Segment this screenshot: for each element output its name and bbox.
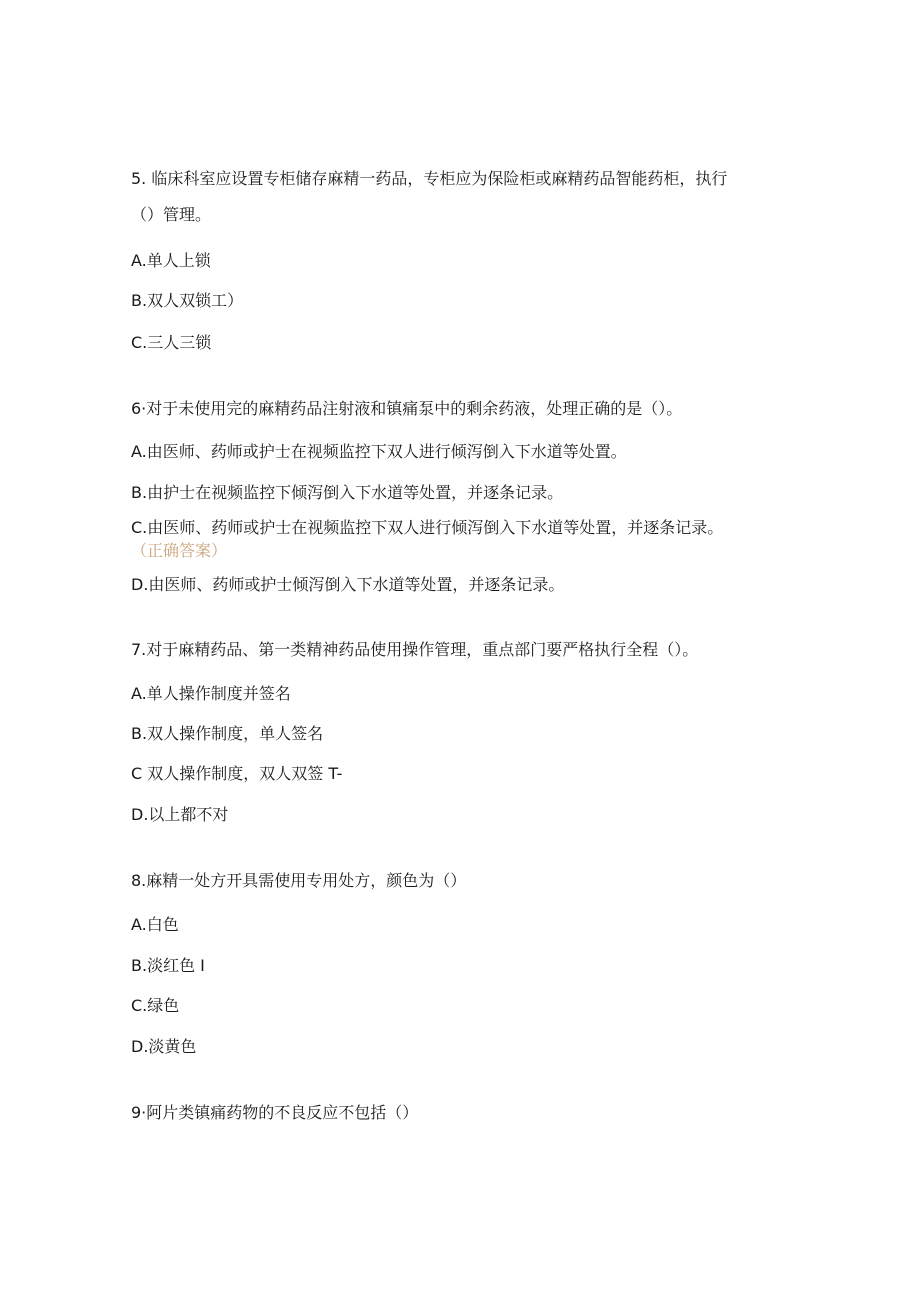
question-7-stem: 7.对于麻精药品、第一类精神药品使用操作管理，重点部门要严格执行全程（）。 (131, 640, 699, 659)
question-5-option-a: A.单人上锁 (131, 251, 211, 270)
question-7-option-b: B.双人操作制度，单人签名 (131, 724, 324, 743)
question-6-stem: 6·对于未使用完的麻精药品注射液和镇痛泵中的剩余药液，处理正确的是（）。 (131, 399, 683, 418)
question-5-stem: 5. 临床科室应设置专柜储存麻精一药品，专柜应为保险柜或麻精药品智能药柜，执行 (131, 169, 728, 188)
question-7-option-d: D.以上都不对 (131, 805, 229, 824)
question-6-option-b: B.由护士在视频监控下倾泻倒入下水道等处置，并逐条记录。 (131, 483, 564, 502)
question-8-option-a: A.白色 (131, 915, 179, 934)
question-6-option-a: A.由医师、药师或护士在视频监控下双人进行倾泻倒入下水道等处置。 (131, 442, 627, 461)
question-7-option-c: C 双人操作制度，双人双签 T- (131, 764, 343, 783)
question-5-stem-continued: （）管理。 (131, 205, 212, 224)
question-8-option-c: C.绿色 (131, 996, 180, 1015)
question-6-option-c: C.由医师、药师或护士在视频监控下双人进行倾泻倒入下水道等处置，并逐条记录。 (131, 518, 724, 537)
correct-answer-note: （正确答案） (131, 541, 228, 560)
question-8-option-b: B.淡红色 I (131, 956, 205, 975)
question-6-option-d: D.由医师、药师或护士倾泻倒入下水道等处置，并逐条记录。 (131, 575, 565, 594)
question-9-stem: 9·阿片类镇痛药物的不良反应不包括（） (131, 1103, 419, 1122)
question-5-option-b: B.双人双锁工） (131, 291, 244, 310)
question-8-stem: 8.麻精一处方开具需使用专用处方，颜色为（） (131, 871, 467, 890)
question-8-option-d: D.淡黄色 (131, 1037, 197, 1056)
question-5-option-c: C.三人三锁 (131, 333, 212, 352)
question-7-option-a: A.单人操作制度并签名 (131, 684, 291, 703)
